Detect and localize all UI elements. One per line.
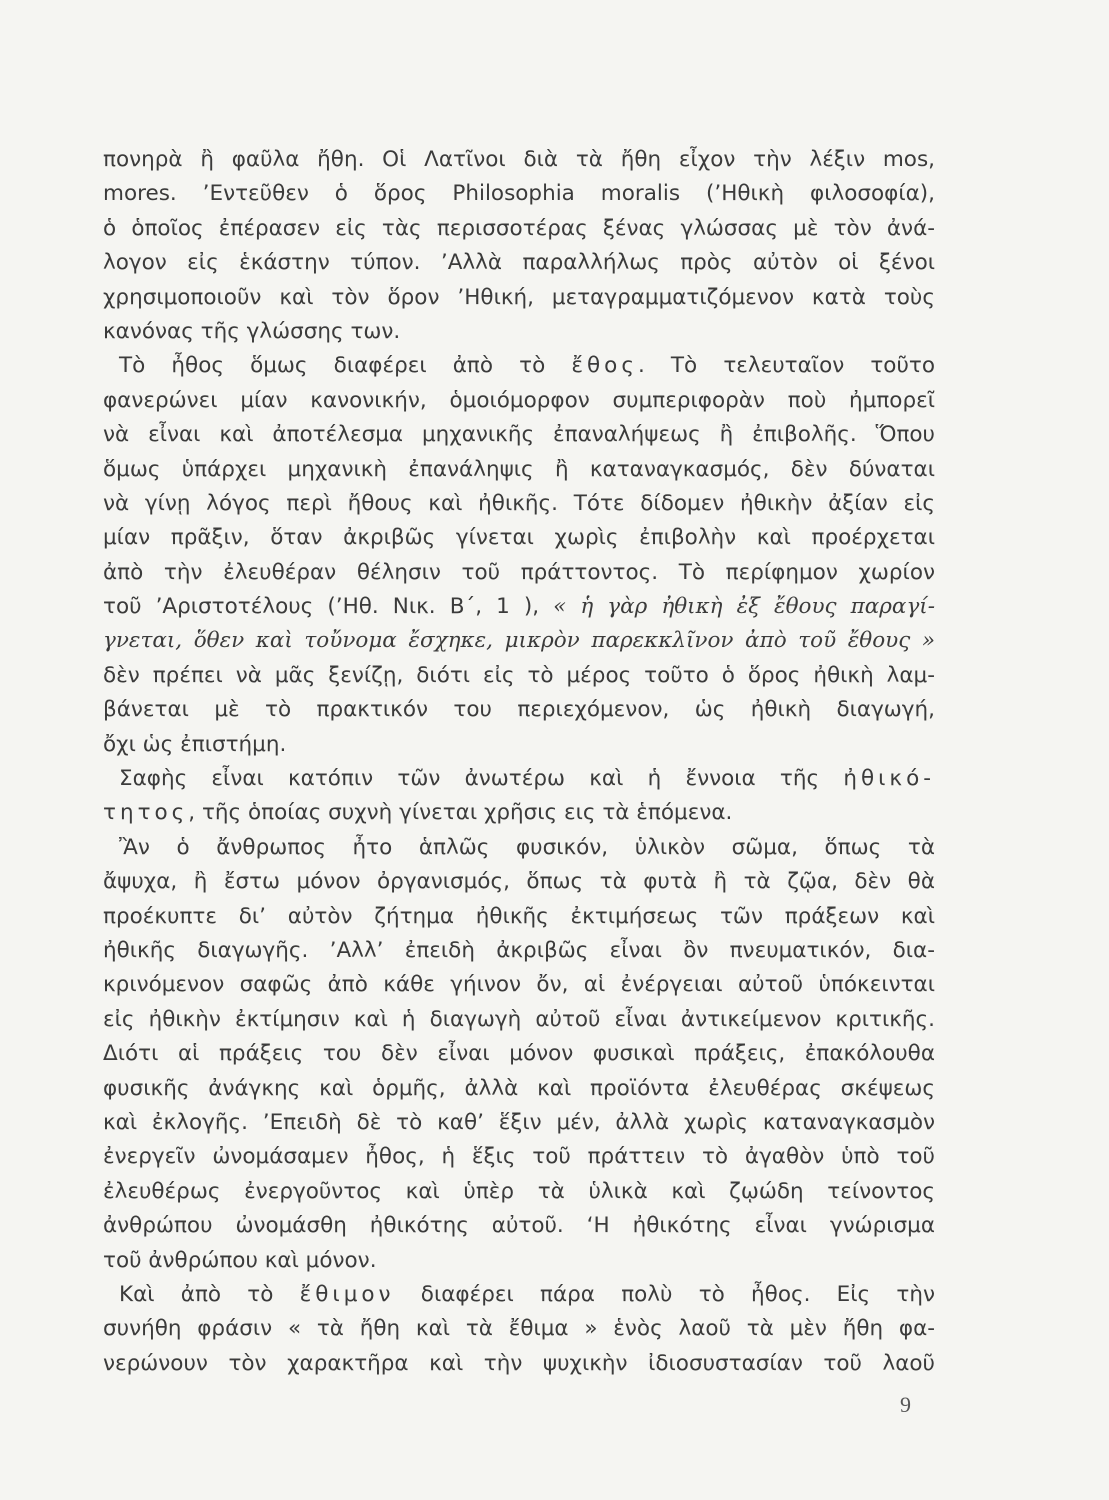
text-line — [103, 1312, 935, 1346]
text-line — [103, 934, 935, 968]
text-line — [103, 1244, 935, 1278]
text-line — [103, 281, 935, 315]
text-line — [103, 865, 935, 899]
text-line — [103, 1140, 935, 1174]
text-line — [103, 590, 935, 624]
text-line — [103, 246, 935, 280]
text-line — [103, 728, 935, 762]
text-segment: ἀπὸ τὴν ἐλευθέραν θέλησιν τοῦ πράττοντος. Τὸ περίφημον χωρίον — [103, 559, 935, 585]
text-line — [103, 453, 935, 487]
text-line — [103, 900, 935, 934]
text-line — [103, 1175, 935, 1209]
text-line — [103, 315, 935, 349]
text-segment: χρησιμοποιοῦν καὶ τὸν ὅρον ’Ηθική, μεταγραμματιζόμενον κατὰ τοὺς — [103, 284, 935, 310]
text-line — [103, 762, 935, 796]
text-line — [103, 487, 935, 521]
text-segment: εἰς ἠθικὴν ἐκτίμησιν καὶ ἡ διαγωγὴ αὐτοῦ εἶναι ἀντικείμενον κριτικῆς. — [103, 1006, 935, 1032]
text-line — [103, 796, 935, 830]
text-line — [103, 1072, 935, 1106]
spaced-term: ἠθικό- — [843, 766, 935, 792]
text-line — [103, 349, 935, 383]
text-segment: βάνεται μὲ τὸ πρακτικόν του περιεχόμενον, ὡς ἠθικὴ διαγωγή, — [103, 697, 935, 723]
text-line — [103, 1106, 935, 1140]
text-line — [103, 556, 935, 590]
text-segment: πονηρὰ ἢ φαῦλα ἤθη. Οἱ Λατῖνοι διὰ τὰ ἤθη εἶχον τὴν λέξιν mos, — [103, 147, 935, 172]
text-segment: Διότι αἱ πράξεις του δὲν εἶναι μόνον φυσικαὶ πράξεις, ἐπακόλουθα — [103, 1041, 935, 1067]
text-segment: κρινόμενον σαφῶς ἀπὸ κάθε γήινον ὄν, αἱ ἐνέργειαι αὐτοῦ ὑπόκεινται — [103, 972, 935, 998]
text-segment: διαφέρει πάρα πολὺ τὸ ἦθος. Εἰς τὴν — [394, 1281, 935, 1307]
text-line — [103, 624, 935, 658]
text-segment: νὰ γίνῃ λόγος περὶ ἤθους καὶ ἠθικῆς. Τότε δίδομεν ἠθικὴν ἀξίαν εἰς — [103, 490, 935, 516]
text-line — [103, 212, 935, 246]
text-segment: φυσικῆς ἀνάγκης καὶ ὁρμῆς, ἀλλὰ καὶ προϊόντα ἐλευθέρας σκέψεως — [103, 1075, 935, 1101]
text-segment: νὰ εἶναι καὶ ἀποτέλεσμα μηχανικῆς ἐπαναλήψεως ἢ ἐπιβολῆς. Ὅπου — [103, 422, 935, 448]
text-segment: ὄχι ὡς ἐπιστήμη. — [103, 731, 287, 757]
text-line — [103, 659, 935, 693]
text-line — [103, 1003, 935, 1037]
text-segment: mores. ’Εντεῦθεν ὁ ὅρος Philosophia moralis (’Ηθικὴ φιλοσοφία), — [103, 181, 935, 207]
text-segment: . Τὸ τελευταῖον τοῦτο — [637, 353, 935, 379]
page-body-text — [103, 143, 935, 1381]
text-segment: μίαν πρᾶξιν, ὅταν ἀκριβῶς γίνεται χωρὶς ἐπιβολὴν καὶ προέρχεται — [103, 525, 935, 551]
text-segment: Ἂν ὁ ἄνθρωπος ἦτο ἁπλῶς φυσικόν, ὑλικὸν σῶμα, ὅπως τὰ — [119, 834, 935, 860]
text-line — [103, 143, 935, 177]
text-segment: νερώνουν τὸν χαρακτῆρα καὶ τὴν ψυχικὴν ἰδιοσυστασίαν τοῦ λαοῦ — [103, 1350, 935, 1376]
text-line — [103, 1209, 935, 1243]
text-segment: καὶ ἐκλογῆς. ’Επειδὴ δὲ τὸ καθ’ ἕξιν μέν, ἀλλὰ χωρὶς καταναγκασμὸν — [103, 1109, 935, 1135]
text-line — [103, 693, 935, 727]
text-line — [103, 831, 935, 865]
text-segment: , τῆς ὁποίας συχνὴ γίνεται χρῆσις εις τὰ ἑπόμενα. — [188, 800, 733, 826]
text-line — [103, 1347, 935, 1381]
text-segment: συνήθη φράσιν « τὰ ἤθη καὶ τὰ ἔθιμα » ἑνὸς λαοῦ τὰ μὲν ἤθη φα- — [103, 1316, 935, 1342]
text-segment: κανόνας τῆς γλώσσης των. — [103, 318, 401, 344]
text-segment: ὁ ὁποῖος ἐπέρασεν εἰς τὰς περισσοτέρας ξένας γλώσσας μὲ τὸν ἀνά- — [103, 215, 935, 241]
text-segment: ἀνθρώπου ὠνομάσθη ἠθικότης αὐτοῦ. ‘Η ἠθικότης εἶναι γνώρισμα — [103, 1213, 935, 1239]
text-line — [103, 1278, 935, 1312]
text-line — [103, 1037, 935, 1071]
text-segment: ἐλευθέρως ἐνεργοῦντος καὶ ὑπὲρ τὰ ὑλικὰ καὶ ζῳώδη τείνοντος — [103, 1178, 935, 1204]
text-line — [103, 418, 935, 452]
text-line — [103, 384, 935, 418]
spaced-term: ἔθιμον — [299, 1281, 395, 1307]
text-line — [103, 177, 935, 211]
text-segment: Σαφὴς εἶναι κατόπιν τῶν ἀνωτέρω καὶ ἡ ἔννοια τῆς — [119, 766, 844, 792]
text-segment: δὲν πρέπει νὰ μᾶς ξενίζῃ, διότι εἰς τὸ μέρος τοῦτο ὁ ὅρος ἠθικὴ λαμ- — [103, 662, 935, 688]
text-segment: προέκυπτε δι’ αὐτὸν ζήτημα ἠθικῆς ἐκτιμήσεως τῶν πράξεων καὶ — [103, 903, 935, 929]
italic-quote: « ἡ γὰρ ἠθικὴ ἐξ ἔθους παραγί- — [553, 594, 935, 620]
text-segment: ἠθικῆς διαγωγῆς. ’Αλλ’ ἐπειδὴ ἀκριβῶς εἶναι ὂν πνευματικόν, δια- — [103, 937, 935, 963]
text-segment: τοῦ ἀνθρώπου καὶ μόνον. — [103, 1247, 377, 1273]
spaced-term: ἔθος — [571, 353, 638, 379]
italic-quote: γνεται, ὅθεν καὶ τοὔνομα ἔσχηκε, μικρὸν παρεκκλῖνον ἀπὸ τοῦ ἔθους » — [103, 628, 935, 654]
text-segment: Τὸ ἦθος ὅμως διαφέρει ἀπὸ τὸ — [119, 353, 572, 379]
text-segment: λογον εἰς ἑκάστην τύπον. ’Αλλὰ παραλλήλως πρὸς αὐτὸν οἱ ξένοι — [103, 250, 935, 276]
text-segment: ἐνεργεῖν ὠνομάσαμεν ἦθος, ἡ ἕξις τοῦ πράττειν τὸ ἀγαθὸν ὑπὸ τοῦ — [103, 1144, 935, 1170]
spaced-term: τητος — [103, 800, 189, 826]
text-segment: Καὶ ἀπὸ τὸ — [119, 1281, 300, 1307]
text-segment: τοῦ ’Αριστοτέλους (’Ηθ. Νικ. Β΄, 1 ), — [103, 594, 554, 620]
text-segment: ὅμως ὑπάρχει μηχανικὴ ἐπανάληψις ἢ καταναγκασμός, δὲν δύναται — [103, 456, 935, 482]
text-segment: φανερώνει μίαν κανονικήν, ὁμοιόμορφον συμπεριφορὰν ποὺ ἠμπορεῖ — [103, 387, 935, 413]
page-number: 9 — [900, 1392, 911, 1417]
text-line — [103, 968, 935, 1002]
text-line — [103, 521, 935, 555]
text-segment: ἄψυχα, ἢ ἔστω μόνον ὀργανισμός, ὅπως τὰ φυτὰ ἢ τὰ ζῷα, δὲν θὰ — [103, 869, 935, 895]
